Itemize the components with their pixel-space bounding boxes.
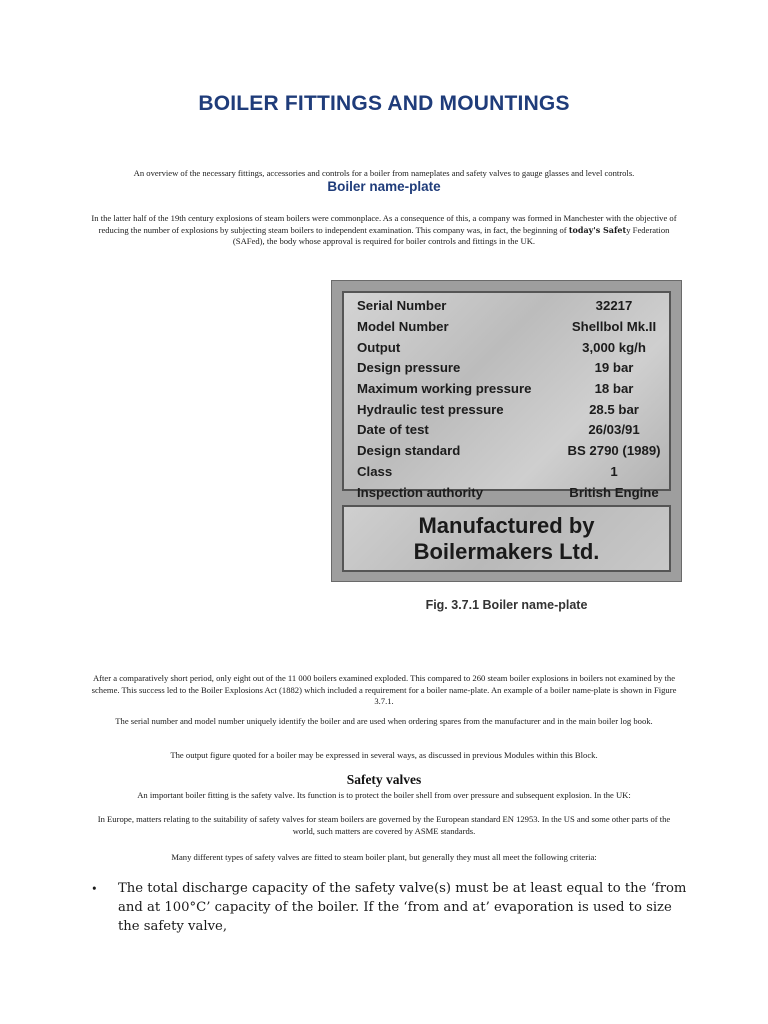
name-plate-paragraph [88,213,680,248]
plate-row-label: Hydraulic test pressure [357,402,504,417]
name-plate-spec-panel [342,291,671,500]
serial-number-paragraph: The serial number and model number uniquely identify the boiler and are used when ordering spares from the manufacturer and in the main boiler log book. [115,716,653,726]
plate-row-value: 18 bar [594,381,634,396]
plate-row-design-pressure [344,360,669,380]
plate-row-hydraulic-test-pressure [344,402,669,422]
manufacturer-line-2: Boilermakers Ltd. [413,539,600,564]
plate-row-date-of-test [344,422,669,442]
plate-row-value: BS 2790 (1989) [567,443,661,458]
criteria-paragraph: Many different types of safety valves are fitted to steam boiler plant, but generally they must all meet the following criteria: [171,852,597,862]
page-title: BOILER FITTINGS AND MOUNTINGS [198,92,570,115]
plate-row-model-number [344,319,669,339]
section-heading-safety-valves: Safety valves [346,772,422,787]
plate-row-output [344,340,669,360]
plate-row-value: British Engine [569,485,659,500]
safety-valve-intro-paragraph: An important boiler fitting is the safety valve. Its function is to protect the boiler shell from over pressure and subsequent explosion. In the UK: [137,790,631,800]
plate-row-value: 1 [610,464,618,479]
plate-row-value: 26/03/91 [588,422,640,437]
plate-row-label: Model Number [357,319,449,334]
plate-row-class [344,464,669,484]
plate-row-label: Maximum working pressure [357,381,532,396]
list-item [90,879,690,936]
plate-row-design-standard [344,443,669,463]
plate-row-value: 3,000 kg/h [582,340,646,355]
plate-row-value: 32217 [595,298,633,313]
manufacturer-line-1: Manufactured by [418,513,595,538]
plate-row-value: 19 bar [594,360,634,375]
plate-row-value: 28.5 bar [589,402,639,417]
plate-row-label: Inspection authority [357,485,484,500]
name-plate-manufacturer-panel [342,505,671,572]
plate-row-label: Serial Number [357,298,447,313]
plate-row-value: Shellbol Mk.II [571,319,657,334]
plate-row-max-working-pressure [344,381,669,401]
output-figure-paragraph: The output figure quoted for a boiler may be expressed in several ways, as discussed in previous Modules within this Block. [170,750,598,760]
name-plate-paragraph-end: y Federation (SAFed), the body whose approval is required for boiler controls and fittings in the UK. [232,224,670,246]
plate-row-serial-number [344,298,669,318]
criteria-bullet-list [90,879,690,936]
name-plate-paragraph-start: In the latter half of the 19th century explosions of steam boilers were commonplace. As a consequence of this, a company was formed in Manchester with the objective of reducing the number of explosions by subjecting steam boilers to independent examination. This company was, in fact, the beginning of [91,213,677,235]
intro-paragraph: An overview of the necessary fittings, accessories and controls for a boiler from nameplates and safety valves to gauge glasses and level controls. [133,168,635,178]
europe-standards-paragraph: In Europe, matters relating to the suitability of safety valves for steam boilers are governed by the European standard EN 12953. In the US and some other parts of the world, such matters are covered by ASME standards. [97,814,671,836]
plate-row-label: Design standard [357,443,461,458]
bullet-icon: • [92,881,97,896]
plate-row-label: Date of test [357,422,429,437]
explosions-act-paragraph: After a comparatively short period, only eight out of the 11 000 boilers examined exploded. This compared to 260 steam boiler explosions in boilers not examined by the scheme. This success led to the Boiler Explosions Act (1882) which included a requirement for a boiler name-plate. An example of a boiler name-plate is shown in Figure 3.7.1. [91,673,677,706]
figure-caption: Fig. 3.7.1 Boiler name-plate [425,598,588,612]
plate-row-label: Design pressure [357,360,461,375]
plate-row-label: Output [357,340,401,355]
plate-row-inspection-authority [344,485,669,505]
plate-row-label: Class [357,464,393,479]
bullet-text: The total discharge capacity of the safety valve(s) must be at least equal to the ‘from and at 100°C’ capacity of the boiler. If the ‘from and at’ evaporation is used to size the safety valve, [118,881,687,934]
boiler-name-plate-figure [331,280,682,582]
section-heading-name-plate: Boiler name-plate [327,179,441,194]
name-plate-paragraph-font-glitch: today's Safet [568,224,627,235]
